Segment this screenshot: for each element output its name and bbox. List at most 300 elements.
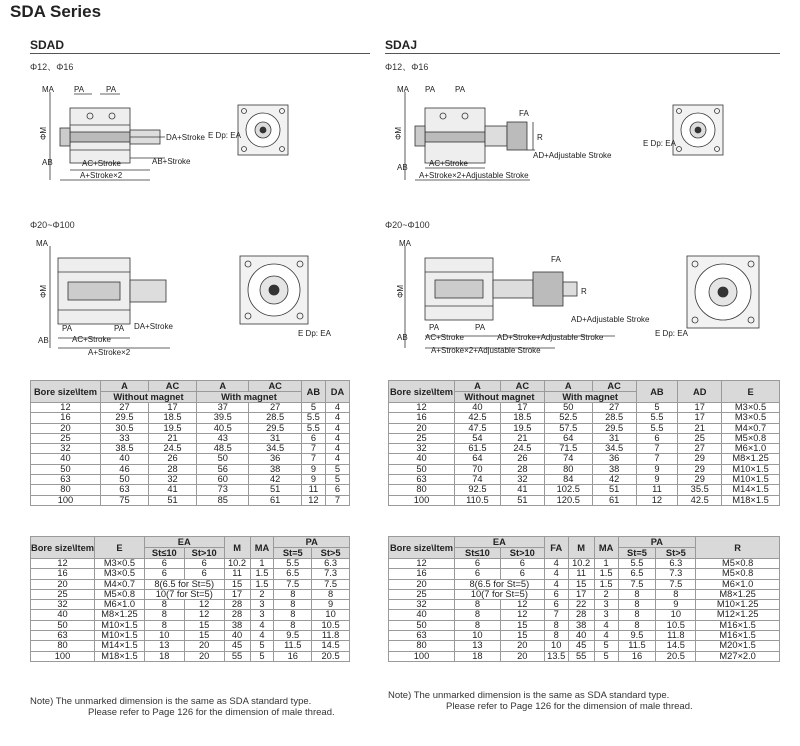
table-cell: 24.5 xyxy=(149,444,197,454)
table-cell: 9 xyxy=(301,464,325,474)
table-cell: 2 xyxy=(594,589,618,599)
table-cell: 7.5 xyxy=(656,579,696,589)
col-header-ab: AB xyxy=(636,381,678,403)
table-cell: 38 xyxy=(224,620,250,630)
table-cell: 10 xyxy=(312,610,350,620)
table-cell: 3 xyxy=(594,600,618,610)
col-group-with-magnet: With magnet xyxy=(197,392,302,403)
col-header-ad: AD xyxy=(678,381,722,403)
col-header-st-gt-10: St>10 xyxy=(500,548,544,559)
table-cell: 41 xyxy=(149,485,197,495)
table-cell: 12 xyxy=(301,495,325,505)
table-cell: 4 xyxy=(250,620,274,630)
table-cell: 8 xyxy=(656,589,696,599)
table-cell: 37 xyxy=(197,403,249,413)
caption-right-large-bore: Φ20~Φ100 xyxy=(385,220,430,230)
table-cell: M5×0.8 xyxy=(95,589,145,599)
table-cell: 13 xyxy=(144,641,184,651)
table-cell: M3×0.5 xyxy=(722,413,780,423)
table-cell: 10 xyxy=(454,631,500,641)
table-cell: 14.5 xyxy=(312,641,350,651)
table-row xyxy=(389,631,780,641)
table-cell: 40 xyxy=(100,454,148,464)
table-cell: 11 xyxy=(224,569,250,579)
section-divider-right xyxy=(385,53,780,54)
table-cell: 11.5 xyxy=(274,641,312,651)
table-cell: 16 xyxy=(31,413,101,423)
col-header-r: R xyxy=(696,537,780,559)
table-cell: 5.5 xyxy=(301,413,325,423)
table-cell: 8 xyxy=(544,620,568,630)
table-cell: 50 xyxy=(31,464,101,474)
table-cell: 42.5 xyxy=(678,495,722,505)
table-cell: 20 xyxy=(184,641,224,651)
table-cell: 12 xyxy=(31,403,101,413)
label-a-stroke-adjustable: A+Stroke×2+Adjustable Stroke xyxy=(419,171,529,180)
table-cell: 48.5 xyxy=(197,444,249,454)
table-cell: 26 xyxy=(149,454,197,464)
table-cell: 11.8 xyxy=(656,631,696,641)
table-cell: 63 xyxy=(31,631,95,641)
label-m: ΦM xyxy=(39,284,48,298)
table-cell: 46 xyxy=(100,464,148,474)
col-header-a-magnet: A xyxy=(197,381,249,392)
col-group-without-magnet: Without magnet xyxy=(454,392,544,403)
table-cell: 15 xyxy=(184,631,224,641)
table-cell: 6 xyxy=(500,569,544,579)
label-ad-adjustable-stroke: AD+Adjustable Stroke xyxy=(533,151,612,160)
table-cell: 17 xyxy=(678,403,722,413)
table-cell: M12×1.25 xyxy=(696,610,780,620)
table-cell: 57.5 xyxy=(544,423,592,433)
label-a-stroke: A+Stroke×2 xyxy=(88,348,131,357)
table-cell: 17 xyxy=(568,589,594,599)
table-cell: 10.5 xyxy=(656,620,696,630)
table-cell: 8 xyxy=(454,600,500,610)
table-cell: 6.5 xyxy=(618,569,656,579)
table-cell: 8(6.5 for St=5) xyxy=(454,579,544,589)
table-cell: M5×0.8 xyxy=(722,433,780,443)
table-cell: 63 xyxy=(31,475,101,485)
table-cell: 21 xyxy=(149,433,197,443)
table-cell: 40 xyxy=(31,610,95,620)
col-header-ea: EA xyxy=(144,537,224,548)
table-cell: 50 xyxy=(197,454,249,464)
table-cell: 16 xyxy=(389,569,455,579)
table-cell: 10 xyxy=(544,641,568,651)
table-cell: 102.5 xyxy=(544,485,592,495)
table-cell: 63 xyxy=(100,485,148,495)
label-edp-ea: E Dp: EA xyxy=(643,139,676,148)
table-cell: 74 xyxy=(544,454,592,464)
col-header-ma: MA xyxy=(250,537,274,559)
table-cell: 22 xyxy=(568,600,594,610)
table-cell: 55 xyxy=(568,651,594,661)
table-cell: 6 xyxy=(454,559,500,569)
table-cell: 26 xyxy=(500,454,544,464)
table-cell: 4 xyxy=(594,631,618,641)
table-cell: M6×1.0 xyxy=(95,600,145,610)
sdad-dimension-table-2 xyxy=(30,536,350,662)
col-header-st-gt-5: St>5 xyxy=(656,548,696,559)
table-row xyxy=(389,651,780,661)
table-cell: 20.5 xyxy=(656,651,696,661)
table-cell: 5 xyxy=(325,475,349,485)
table-cell: 5 xyxy=(250,641,274,651)
table-row xyxy=(31,475,350,485)
col-header-a-magnet: A xyxy=(544,381,592,392)
table-cell: 6 xyxy=(544,600,568,610)
table-cell: 18 xyxy=(454,651,500,661)
sdaj-dimension-table-1 xyxy=(388,380,780,506)
table-cell: 15 xyxy=(568,579,594,589)
table-cell: 8 xyxy=(144,620,184,630)
table-cell: 6 xyxy=(325,485,349,495)
table-cell: 33 xyxy=(100,433,148,443)
table-cell: M6×1.0 xyxy=(696,579,780,589)
table-cell: 120.5 xyxy=(544,495,592,505)
table-row xyxy=(389,413,780,423)
label-ma: MA xyxy=(397,85,409,94)
table-cell: 28 xyxy=(568,610,594,620)
label-pa-1: PA xyxy=(425,85,436,94)
table-row xyxy=(31,433,350,443)
table-cell: M14×1.5 xyxy=(722,485,780,495)
table-row xyxy=(389,569,780,579)
table-cell: 71.5 xyxy=(544,444,592,454)
table-cell: M14×1.5 xyxy=(95,641,145,651)
table-cell: 5.5 xyxy=(636,413,678,423)
table-cell: 74 xyxy=(454,475,500,485)
table-cell: 40 xyxy=(31,454,101,464)
sdaj-dimension-table-2 xyxy=(388,536,780,662)
table-cell: 4 xyxy=(325,403,349,413)
table-row xyxy=(31,589,350,599)
table-cell: 11 xyxy=(636,485,678,495)
table-cell: 1.5 xyxy=(594,569,618,579)
table-cell: 4 xyxy=(544,579,568,589)
col-header-bore-size: Bore size\Item xyxy=(389,381,455,403)
table-cell: 8 xyxy=(274,610,312,620)
table-cell: 6 xyxy=(500,559,544,569)
table-cell: 28 xyxy=(224,610,250,620)
col-header-pa: PA xyxy=(274,537,350,548)
col-header-bore-size: Bore size\Item xyxy=(31,381,101,403)
table-cell: 30.5 xyxy=(100,423,148,433)
label-fa: FA xyxy=(551,255,561,264)
table-row xyxy=(31,464,350,474)
table-cell: 7.5 xyxy=(312,579,350,589)
table-cell: 29.5 xyxy=(249,423,301,433)
table-cell: 9 xyxy=(301,475,325,485)
table-cell: 29.5 xyxy=(100,413,148,423)
table-cell: M27×2.0 xyxy=(696,651,780,661)
label-a-stroke-adjustable: A+Stroke×2+Adjustable Stroke xyxy=(431,346,541,355)
col-header-st-gt-10: St>10 xyxy=(184,548,224,559)
table-cell: 29 xyxy=(678,464,722,474)
col-header-e: E xyxy=(95,537,145,559)
col-header-ac: AC xyxy=(149,381,197,392)
table-cell: 40 xyxy=(454,403,500,413)
table-cell: 55 xyxy=(224,651,250,661)
table-cell: 64 xyxy=(454,454,500,464)
label-da-stroke: DA+Stroke xyxy=(134,322,173,331)
section-divider-left xyxy=(30,53,370,54)
table-row xyxy=(389,600,780,610)
table-cell: 19.5 xyxy=(149,423,197,433)
table-cell: M8×1.25 xyxy=(722,454,780,464)
sdad-dimension-table-1 xyxy=(30,380,350,506)
table-cell: 27 xyxy=(678,444,722,454)
table-cell: 8 xyxy=(274,620,312,630)
label-ad-adjustable-stroke: AD+Adjustable Stroke xyxy=(571,315,650,324)
table-cell: 8 xyxy=(144,600,184,610)
table-cell: 7 xyxy=(325,495,349,505)
col-header-m: M xyxy=(224,537,250,559)
table-cell: 51 xyxy=(149,495,197,505)
table-cell: 51 xyxy=(249,485,301,495)
table-cell: 6 xyxy=(184,569,224,579)
table-row xyxy=(31,600,350,610)
table-cell: 39.5 xyxy=(197,413,249,423)
table-cell: M4×0.7 xyxy=(95,579,145,589)
caption-right-small-bore: Φ12、Φ16 xyxy=(385,62,429,72)
table-cell: 7.5 xyxy=(618,579,656,589)
table-row xyxy=(31,454,350,464)
col-header-fa: FA xyxy=(544,537,568,559)
table-row xyxy=(389,403,780,413)
section-header-sdad: SDAD xyxy=(30,38,65,52)
col-header-st-eq-5: St=5 xyxy=(618,548,656,559)
table-cell: 50 xyxy=(389,620,455,630)
table-row xyxy=(31,559,350,569)
table-cell: 60 xyxy=(197,475,249,485)
table-cell: 25 xyxy=(389,433,455,443)
table-cell: 4 xyxy=(325,413,349,423)
table-cell: 80 xyxy=(389,641,455,651)
caption-left-large-bore: Φ20~Φ100 xyxy=(30,220,75,230)
table-cell: 6 xyxy=(301,433,325,443)
label-ab: AB xyxy=(397,333,408,342)
table-cell: M10×1.25 xyxy=(696,600,780,610)
table-row xyxy=(31,423,350,433)
table-cell: 1 xyxy=(594,559,618,569)
table-cell: 64 xyxy=(544,433,592,443)
table-cell: 50 xyxy=(544,403,592,413)
table-row xyxy=(31,631,350,641)
label-edp-ea: E Dp: EA xyxy=(208,131,241,140)
table-cell: 4 xyxy=(325,423,349,433)
table-cell: 11 xyxy=(301,485,325,495)
table-cell: 8 xyxy=(544,631,568,641)
table-row xyxy=(389,423,780,433)
table-cell: 8 xyxy=(312,589,350,599)
col-header-da: DA xyxy=(325,381,349,403)
table-cell: 8 xyxy=(618,620,656,630)
table-cell: 34.5 xyxy=(592,444,636,454)
table-cell: 17 xyxy=(149,403,197,413)
table-row xyxy=(389,464,780,474)
table-cell: 50 xyxy=(100,475,148,485)
label-edp-ea: E Dp: EA xyxy=(298,329,331,338)
table-cell: 6.3 xyxy=(656,559,696,569)
table-cell: 70 xyxy=(454,464,500,474)
table-cell: 25 xyxy=(31,589,95,599)
table-row xyxy=(389,495,780,505)
table-cell: 20 xyxy=(389,579,455,589)
col-header-bore-size: Bore size\Item xyxy=(389,537,455,559)
table-cell: 41 xyxy=(500,485,544,495)
table-cell: 63 xyxy=(389,475,455,485)
col-group-with-magnet: With magnet xyxy=(544,392,636,403)
table-cell: M16×1.5 xyxy=(696,620,780,630)
table-cell: 43 xyxy=(197,433,249,443)
col-header-ma: MA xyxy=(594,537,618,559)
table-cell: 40.5 xyxy=(197,423,249,433)
table-cell: 28 xyxy=(149,464,197,474)
table-cell: 10.5 xyxy=(312,620,350,630)
table-cell: 36 xyxy=(249,454,301,464)
table-cell: 21 xyxy=(678,423,722,433)
table-cell: 32 xyxy=(31,444,101,454)
table-cell: 6 xyxy=(454,569,500,579)
table-cell: 9 xyxy=(636,464,678,474)
table-cell: 12 xyxy=(500,600,544,610)
table-cell: 12 xyxy=(389,403,455,413)
col-header-a: A xyxy=(454,381,500,392)
label-a-stroke: A+Stroke×2 xyxy=(80,171,123,180)
table-cell: 75 xyxy=(100,495,148,505)
label-ma: MA xyxy=(42,85,54,94)
table-cell: 27 xyxy=(592,403,636,413)
col-header-st-le-10: St≤10 xyxy=(454,548,500,559)
table-cell: M4×0.7 xyxy=(722,423,780,433)
table-cell: 6 xyxy=(636,433,678,443)
section-header-sdaj: SDAJ xyxy=(385,38,418,52)
table-cell: M3×0.5 xyxy=(95,569,145,579)
table-row xyxy=(31,495,350,505)
table-cell: 10(7 for St=5) xyxy=(454,589,544,599)
table-cell: 50 xyxy=(389,464,455,474)
table-cell: 20.5 xyxy=(312,651,350,661)
table-cell: 27 xyxy=(100,403,148,413)
table-cell: 12 xyxy=(389,559,455,569)
table-cell: M20×1.5 xyxy=(696,641,780,651)
table-cell: M10×1.5 xyxy=(95,620,145,630)
label-fa: FA xyxy=(519,109,529,118)
label-pa-2: PA xyxy=(455,85,466,94)
table-cell: 54 xyxy=(454,433,500,443)
table-cell: 16 xyxy=(31,569,95,579)
table-cell: 61 xyxy=(249,495,301,505)
table-cell: 28 xyxy=(224,600,250,610)
table-cell: 100 xyxy=(31,651,95,661)
sdaj-small-bore-drawing xyxy=(385,80,780,190)
table-cell: 5 xyxy=(594,651,618,661)
table-cell: 12 xyxy=(636,495,678,505)
table-cell: 85 xyxy=(197,495,249,505)
table-cell: 110.5 xyxy=(454,495,500,505)
col-header-st-gt-5: St>5 xyxy=(312,548,350,559)
table-cell: 20 xyxy=(500,651,544,661)
label-ab: AB xyxy=(38,336,49,345)
col-header-e: E xyxy=(722,381,780,403)
table-cell: 8 xyxy=(618,600,656,610)
table-cell: 6 xyxy=(544,589,568,599)
table-cell: 11 xyxy=(568,569,594,579)
label-ac-stroke: AC+Stroke xyxy=(82,159,121,168)
table-cell: 40 xyxy=(389,610,455,620)
table-cell: 12 xyxy=(184,600,224,610)
table-row xyxy=(31,651,350,661)
table-cell: 51 xyxy=(500,495,544,505)
sdaj-large-bore-drawing xyxy=(385,236,780,358)
col-header-ac: AC xyxy=(500,381,544,392)
table-cell: 9.5 xyxy=(618,631,656,641)
table-cell: 20 xyxy=(389,423,455,433)
table-cell: 15 xyxy=(500,620,544,630)
table-cell: 7 xyxy=(301,444,325,454)
table-cell: 11.8 xyxy=(312,631,350,641)
table-cell: 10 xyxy=(656,610,696,620)
table-row xyxy=(31,403,350,413)
table-cell: 29 xyxy=(678,454,722,464)
table-cell: 8 xyxy=(618,610,656,620)
table-cell: 7 xyxy=(636,454,678,464)
table-cell: 14.5 xyxy=(656,641,696,651)
table-cell: M5×0.8 xyxy=(696,559,780,569)
table-row xyxy=(389,620,780,630)
table-cell: 51 xyxy=(592,485,636,495)
footnote-sdad xyxy=(30,696,335,718)
table-cell: 16 xyxy=(274,651,312,661)
table-cell: 1.5 xyxy=(594,579,618,589)
table-cell: 32 xyxy=(500,475,544,485)
label-ab: AB xyxy=(397,163,408,172)
table-cell: 45 xyxy=(568,641,594,651)
table-cell: 10 xyxy=(144,631,184,641)
table-cell: 7 xyxy=(636,444,678,454)
table-cell: 15 xyxy=(184,620,224,630)
table-cell: 73 xyxy=(197,485,249,495)
table-cell: 16 xyxy=(389,413,455,423)
col-group-without-magnet: Without magnet xyxy=(100,392,196,403)
table-cell: 42.5 xyxy=(454,413,500,423)
table-cell: 8 xyxy=(274,600,312,610)
table-cell: 29.5 xyxy=(592,423,636,433)
label-ma: MA xyxy=(399,239,411,248)
table-cell: 20 xyxy=(31,423,101,433)
table-cell: 6.5 xyxy=(274,569,312,579)
table-cell: 5 xyxy=(636,403,678,413)
footnote-line-1: Note) The unmarked dimension is the same as SDA standard type. xyxy=(388,690,670,701)
table-cell: 8 xyxy=(454,620,500,630)
table-cell: 28 xyxy=(500,464,544,474)
label-pa-1: PA xyxy=(429,323,440,332)
table-row xyxy=(31,620,350,630)
table-cell: 8 xyxy=(144,610,184,620)
table-cell: 100 xyxy=(31,495,101,505)
table-row xyxy=(389,475,780,485)
table-cell: 7.3 xyxy=(312,569,350,579)
table-cell: 5.5 xyxy=(274,559,312,569)
table-cell: 9.5 xyxy=(274,631,312,641)
table-cell: 12 xyxy=(184,610,224,620)
label-da-stroke: DA+Stroke xyxy=(166,133,205,142)
col-header-a: A xyxy=(100,381,148,392)
footnote-sdaj xyxy=(388,690,693,712)
label-ac-stroke: AC+Stroke xyxy=(72,335,111,344)
